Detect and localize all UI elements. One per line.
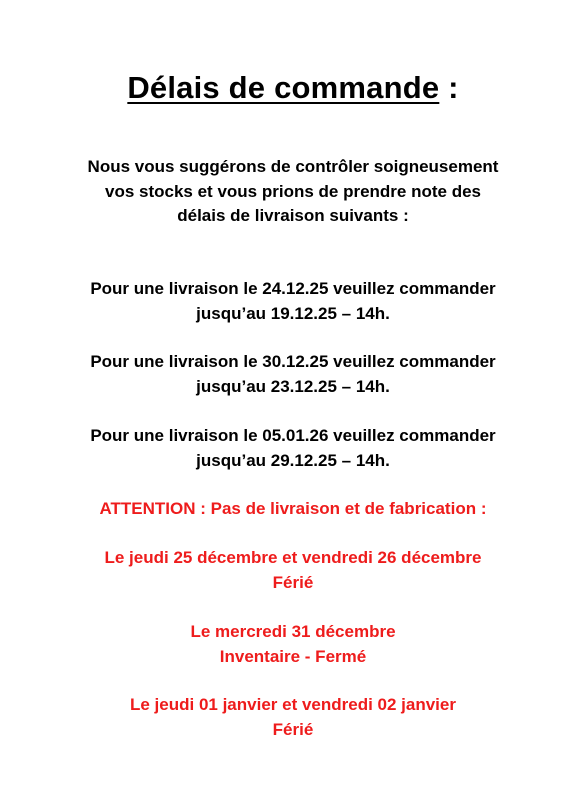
closure-item-2 — [40, 620, 546, 669]
intro-line: Nous vous suggérons de contrôler soigneusement — [87, 157, 499, 176]
closure-reason-line: Férié — [272, 572, 314, 592]
page-title — [0, 68, 586, 108]
closure-item-1 — [40, 546, 546, 595]
intro-line: vos stocks et vous prions de prendre note des — [105, 181, 481, 201]
order-deadline-line: jusqu’au 23.12.25 – 14h. — [196, 376, 390, 396]
order-deadline-line: jusqu’au 19.12.25 – 14h. — [196, 303, 390, 323]
intro-line: délais de livraison suivants : — [177, 206, 409, 225]
delivery-date-line: Pour une livraison le 05.01.26 veuillez commander — [90, 426, 496, 445]
closure-date-line: Le jeudi 01 janvier et vendredi 02 janvier — [130, 695, 456, 714]
intro-paragraph — [40, 155, 546, 229]
delivery-item-2 — [40, 350, 546, 399]
closure-date-line: Le jeudi 25 décembre et vendredi 26 décembre — [104, 548, 482, 567]
closure-reason-line: Inventaire - Fermé — [219, 646, 367, 666]
title-suffix: : — [439, 70, 459, 105]
delivery-date-line: Pour une livraison le 24.12.25 veuillez commander — [90, 279, 496, 298]
attention-heading — [40, 497, 546, 522]
closure-reason-line: Férié — [272, 719, 314, 739]
order-deadline-line: jusqu’au 29.12.25 – 14h. — [196, 450, 390, 470]
delivery-item-3 — [40, 424, 546, 473]
closure-item-3 — [40, 693, 546, 742]
attention-text: ATTENTION : Pas de livraison et de fabrication : — [99, 499, 487, 518]
title-main: Délais de commande — [127, 70, 440, 105]
delivery-date-line: Pour une livraison le 30.12.25 veuillez commander — [90, 352, 496, 371]
delivery-item-1 — [40, 277, 546, 326]
closure-date-line: Le mercredi 31 décembre — [190, 622, 396, 641]
